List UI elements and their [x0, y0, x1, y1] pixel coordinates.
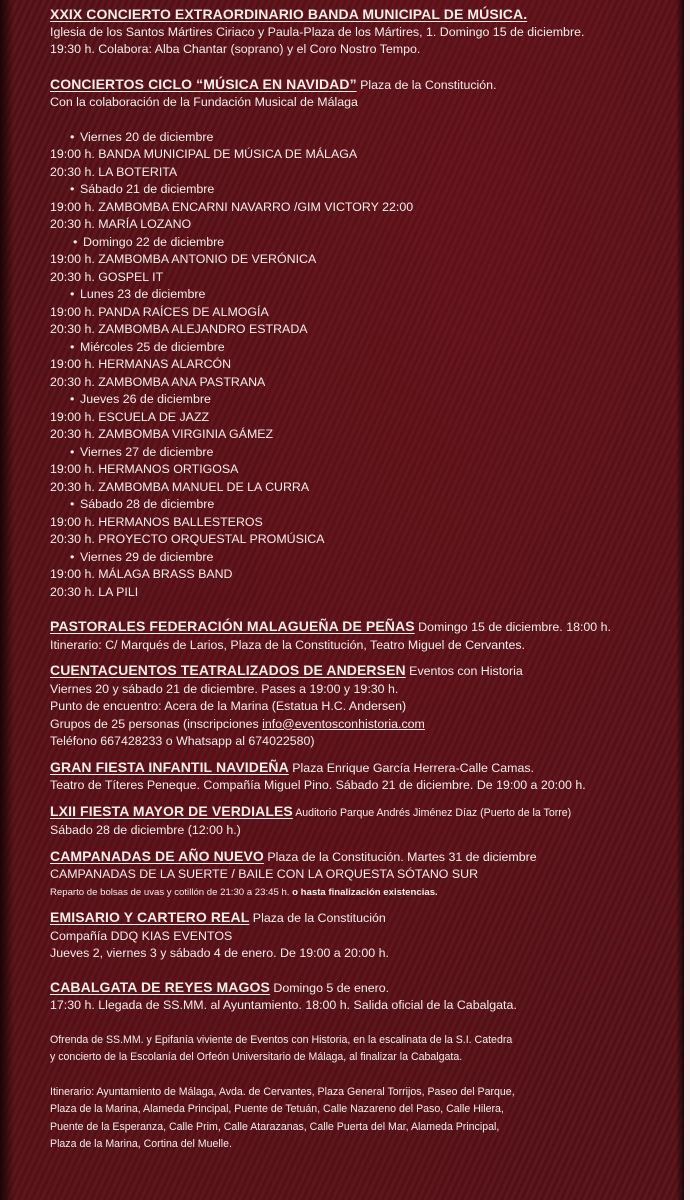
inscription-text: Grupos de 25 personas (inscripciones	[50, 716, 263, 731]
schedule-performance: 19:00 h. PANDA RAÍCES DE ALMOGÍA	[50, 304, 269, 319]
itinerary-line: Puente de la Esperanza, Calle Prim, Calle Atarazanas, Calle Puerta del Mar, Alameda Principal,	[50, 1120, 500, 1133]
schedule-performance: 19:00 h. MÁLAGA BRASS BAND	[50, 567, 233, 581]
bullet-icon: •	[70, 287, 75, 301]
section-line: Teatro de Títeres Peneque. Compañía Miguel Pino. Sábado 21 de diciembre. De 19:00 a 20:00 h.	[50, 778, 586, 792]
section-line: Compañía DDQ KIAS EVENTOS	[50, 928, 233, 943]
section-musica-en-navidad	[50, 76, 650, 602]
schedule-performance: 20:30 h. ZAMBOMBA VIRGINIA GÁMEZ	[50, 427, 274, 441]
section-line: Con la colaboración de la Fundación Musical de Málaga	[50, 95, 358, 109]
section-verdiales	[50, 803, 650, 840]
section-title: CABALGATA DE REYES MAGOS	[50, 978, 270, 995]
bag-distribution-text: Reparto de bolsas de uvas y cotillón de 21:30 a 23:45 h.	[50, 886, 293, 898]
schedule-performance: 20:30 h. MARÍA LOZANO	[50, 217, 192, 231]
schedule-performance: 20:30 h. ZAMBOMBA ANA PASTRANA	[50, 374, 266, 389]
section-heading-row	[50, 662, 650, 681]
left-edge-shadow	[0, 0, 14, 1200]
schedule-day	[50, 391, 650, 409]
section-heading-row	[50, 759, 650, 778]
section-line: y concierto de la Escolanía del Orfeón Universitario de Málaga, al finalizar la Cabalgata.	[50, 1051, 463, 1063]
schedule-performance: 19:00 h. ZAMBOMBA ANTONIO DE VERÓNICA	[50, 252, 317, 266]
itinerary-line: Plaza de la Marina, Alameda Principal, Puente de Tetuán, Calle Nazareno del Paso, Calle Hilera,	[50, 1103, 504, 1115]
section-fiesta-infantil	[50, 759, 650, 795]
section-subtitle: Plaza de la Constitución	[249, 911, 386, 925]
schedule-day	[50, 234, 650, 252]
right-edge-shadow	[676, 0, 690, 1200]
schedule-day-label: Domingo 22 de diciembre	[83, 234, 225, 249]
section-line	[50, 884, 650, 902]
section-cabalgata	[50, 979, 650, 1154]
section-title: LXII FIESTA MAYOR DE VERDIALES	[50, 802, 293, 819]
schedule-performance: 20:30 h. LA BOTERITA	[50, 164, 178, 179]
section-line: 17:30 h. Llegada de SS.MM. al Ayuntamiento. 18:00 h. Salida oficial de la Cabalgata.	[50, 998, 517, 1012]
bag-distribution-note: o hasta finalización existencias.	[292, 886, 438, 898]
schedule-day	[50, 549, 650, 567]
schedule-day	[50, 496, 650, 514]
schedule-day-label: Lunes 23 de diciembre	[80, 287, 206, 301]
section-title: CONCIERTOS CICLO “MÚSICA EN NAVIDAD”	[50, 75, 357, 92]
bullet-icon: •	[70, 497, 75, 511]
schedule-day-label: Sábado 28 de diciembre	[80, 497, 215, 511]
schedule-performance: 19:00 h. BANDA MUNICIPAL DE MÚSICA DE MÁLAGA	[50, 147, 358, 161]
section-subtitle: Domingo 5 de enero.	[269, 980, 390, 995]
section-subtitle: Domingo 15 de diciembre. 18:00 h.	[414, 620, 611, 634]
schedule-day	[50, 286, 650, 304]
bullet-icon: •	[73, 234, 78, 249]
section-campanadas	[50, 848, 650, 902]
section-subtitle: Plaza Enrique García Herrera-Calle Camas.	[288, 760, 534, 775]
section-place: Plaza de la Constitución.	[356, 77, 497, 92]
section-line: Itinerario: C/ Marqués de Larios, Plaza de la Constitución, Teatro Miguel de Cervantes.	[50, 637, 525, 652]
bullet-icon: •	[70, 549, 75, 564]
schedule-day-label: Viernes 27 de diciembre	[80, 444, 214, 459]
schedule-performance: 19:00 h. HERMANOS BALLESTEROS	[50, 514, 263, 529]
section-title: EMISARIO Y CARTERO REAL	[50, 909, 250, 925]
section-line	[50, 716, 650, 734]
bullet-icon: •	[70, 339, 75, 354]
schedule-performance: 19:00 h. HERMANAS ALARCÓN	[50, 357, 232, 371]
section-title: CUENTACUENTOS TEATRALIZADOS DE ANDERSEN	[50, 662, 406, 678]
section-line: Sábado 28 de diciembre (12:00 h.)	[50, 823, 241, 837]
bullet-icon: •	[70, 182, 75, 196]
section-title: PASTORALES FEDERACIÓN MALAGUEÑA DE PEÑAS	[50, 618, 415, 634]
section-concierto-extraordinario	[50, 6, 650, 59]
schedule-day-label: Viernes 20 de diciembre	[80, 129, 214, 144]
schedule-day-label: Sábado 21 de diciembre	[80, 182, 215, 196]
section-heading-row	[50, 909, 650, 928]
section-title: GRAN FIESTA INFANTIL NAVIDEÑA	[50, 758, 289, 775]
itinerary-line: Plaza de la Marina, Cortina del Muelle.	[50, 1138, 232, 1150]
schedule-performance: 19:00 h. HERMANOS ORTIGOSA	[50, 462, 239, 476]
schedule-performance: 20:30 h. ZAMBOMBA ALEJANDRO ESTRADA	[50, 322, 308, 336]
bullet-icon: •	[70, 392, 75, 406]
section-heading-row	[50, 979, 650, 998]
section-subtitle: Plaza de la Constitución. Martes 31 de diciembre	[263, 849, 537, 864]
section-subtitle: Auditorio Parque Andrés Jiménez Díaz (Puerto de la Torre)	[292, 806, 572, 819]
section-line: Viernes 20 y sábado 21 de diciembre. Pases a 19:00 y 19:30 h.	[50, 681, 399, 696]
section-line: Jueves 2, viernes 3 y sábado 4 de enero. De 19:00 a 20:00 h.	[50, 946, 389, 960]
event-listing	[50, 6, 650, 1154]
section-heading-row	[50, 76, 650, 95]
schedule-day	[50, 339, 650, 357]
section-title: CAMPANADAS DE AÑO NUEVO	[50, 847, 264, 864]
schedule-day-label: Miércoles 25 de diciembre	[80, 339, 225, 354]
section-line: CAMPANADAS DE LA SUERTE / BAILE CON LA ORQUESTA SÓTANO SUR	[50, 867, 479, 881]
schedule-performance: 20:30 h. LA PILI	[50, 584, 139, 599]
schedule-performance: 19:00 h. ESCUELA DE JAZZ	[50, 409, 210, 424]
section-heading-row	[50, 803, 650, 823]
section-pastorales	[50, 618, 650, 654]
section-line: Iglesia de los Santos Mártires Ciriaco y Paula-Plaza de los Mártires, 1. Domingo 15 de diciembre.	[50, 24, 585, 39]
schedule-performance: 20:30 h. PROYECTO ORQUESTAL PROMÚSICA	[50, 532, 325, 546]
section-emisario	[50, 909, 650, 963]
itinerary-line: Itinerario: Ayuntamiento de Málaga, Avda. de Cervantes, Plaza General Torrijos, Paseo del Parque,	[50, 1085, 515, 1098]
schedule-day-label: Viernes 29 de diciembre	[80, 549, 214, 564]
schedule-performance: 19:00 h. ZAMBOMBA ENCARNI NAVARRO /GIM VICTORY 22:00	[50, 199, 414, 214]
schedule-performance: 20:30 h. GOSPEL IT	[50, 269, 164, 284]
schedule-day	[50, 181, 650, 199]
section-cuentacuentos	[50, 662, 650, 751]
bullet-icon: •	[70, 444, 75, 459]
schedule-day	[50, 444, 650, 462]
section-line: Teléfono 667428233 o Whatsapp al 674022580)	[50, 734, 315, 748]
schedule-day-label: Jueves 26 de diciembre	[80, 392, 211, 406]
section-line: 19:30 h. Colabora: Alba Chantar (soprano) y el Coro Nostro Tempo.	[50, 42, 421, 56]
concert-schedule	[50, 129, 650, 602]
section-title: XXIX CONCIERTO EXTRAORDINARIO BANDA MUNICIPAL DE MÚSICA.	[50, 6, 528, 22]
section-heading-row	[50, 848, 650, 867]
section-line: Punto de encuentro: Acera de la Marina (Estatua H.C. Andersen)	[50, 699, 407, 713]
section-subtitle: Eventos con Historia	[405, 664, 523, 678]
section-line: Ofrenda de SS.MM. y Epifanía viviente de Eventos con Historia, en la escalinata de la S.I. Catedra	[50, 1033, 513, 1046]
schedule-day	[50, 129, 650, 147]
section-heading-row	[50, 618, 650, 637]
email-link[interactable]: info@eventosconhistoria.com	[262, 716, 425, 731]
bullet-icon: •	[70, 129, 75, 144]
schedule-performance: 20:30 h. ZAMBOMBA MANUEL DE LA CURRA	[50, 479, 310, 494]
